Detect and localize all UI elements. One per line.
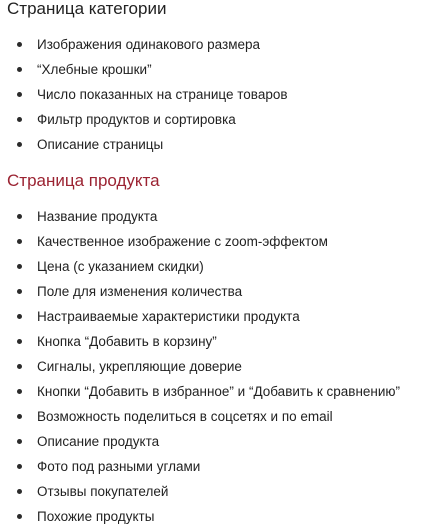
- bullet-icon: [17, 214, 22, 219]
- bullet-icon: [17, 489, 22, 494]
- list-item-text: Изображения одинакового размера: [37, 37, 261, 52]
- list-item: [0, 479, 444, 504]
- list-item-text: Число показанных на странице товаров: [37, 87, 288, 102]
- bullet-icon: [17, 92, 22, 97]
- bullet-icon: [17, 314, 22, 319]
- list-item-text: Отзывы покупателей: [37, 484, 169, 499]
- list-item-text: Описание продукта: [37, 434, 160, 449]
- product-page-list: [0, 204, 444, 529]
- bullet-icon: [17, 389, 22, 394]
- bullet-icon: [17, 514, 22, 519]
- category-page-list: [0, 32, 444, 157]
- list-item: [0, 229, 444, 254]
- list-item-text: Цена (с указанием скидки): [37, 259, 204, 274]
- list-item: [0, 32, 444, 57]
- bullet-icon: [17, 239, 22, 244]
- bullet-icon: [17, 464, 22, 469]
- category-page-heading: Страница категории: [7, 0, 167, 18]
- list-item-text: Похожие продукты: [37, 509, 155, 524]
- list-item-text: Описание страницы: [37, 137, 164, 152]
- list-item-text: Поле для изменения количества: [37, 284, 243, 299]
- list-item: [0, 354, 444, 379]
- list-item: [0, 57, 444, 82]
- bullet-icon: [17, 142, 22, 147]
- bullet-icon: [17, 42, 22, 47]
- list-item-text: Настраиваемые характеристики продукта: [37, 309, 300, 324]
- list-item: [0, 82, 444, 107]
- list-item-text: Сигналы, укрепляющие доверие: [37, 359, 242, 374]
- list-item-text: Качественное изображение с zoom-эффектом: [37, 234, 328, 249]
- list-item: [0, 379, 444, 404]
- bullet-icon: [17, 339, 22, 344]
- list-item-text: Фото под разными углами: [37, 459, 201, 474]
- list-item-text: Название продукта: [37, 209, 158, 224]
- bullet-icon: [17, 117, 22, 122]
- list-item: [0, 429, 444, 454]
- list-item-text: Кнопка “Добавить в корзину”: [37, 334, 217, 349]
- list-item: [0, 329, 444, 354]
- list-item-text: Фильтр продуктов и сортировка: [37, 112, 236, 127]
- list-item: [0, 204, 444, 229]
- product-page-heading: Страница продукта: [7, 171, 160, 190]
- list-item-text: Кнопки “Добавить в избранное” и “Добавить к сравнению”: [37, 384, 401, 399]
- list-item-text: “Хлебные крошки”: [37, 62, 152, 77]
- list-item: [0, 454, 444, 479]
- bullet-icon: [17, 289, 22, 294]
- list-item-text: Возможность поделиться в соцсетях и по email: [37, 409, 333, 424]
- bullet-icon: [17, 364, 22, 369]
- list-item: [0, 279, 444, 304]
- list-item: [0, 404, 444, 429]
- bullet-icon: [17, 264, 22, 269]
- bullet-icon: [17, 439, 22, 444]
- list-item: [0, 254, 444, 279]
- list-item: [0, 107, 444, 132]
- list-item: [0, 504, 444, 529]
- bullet-icon: [17, 67, 22, 72]
- list-item: [0, 132, 444, 157]
- bullet-icon: [17, 414, 22, 419]
- list-item: [0, 304, 444, 329]
